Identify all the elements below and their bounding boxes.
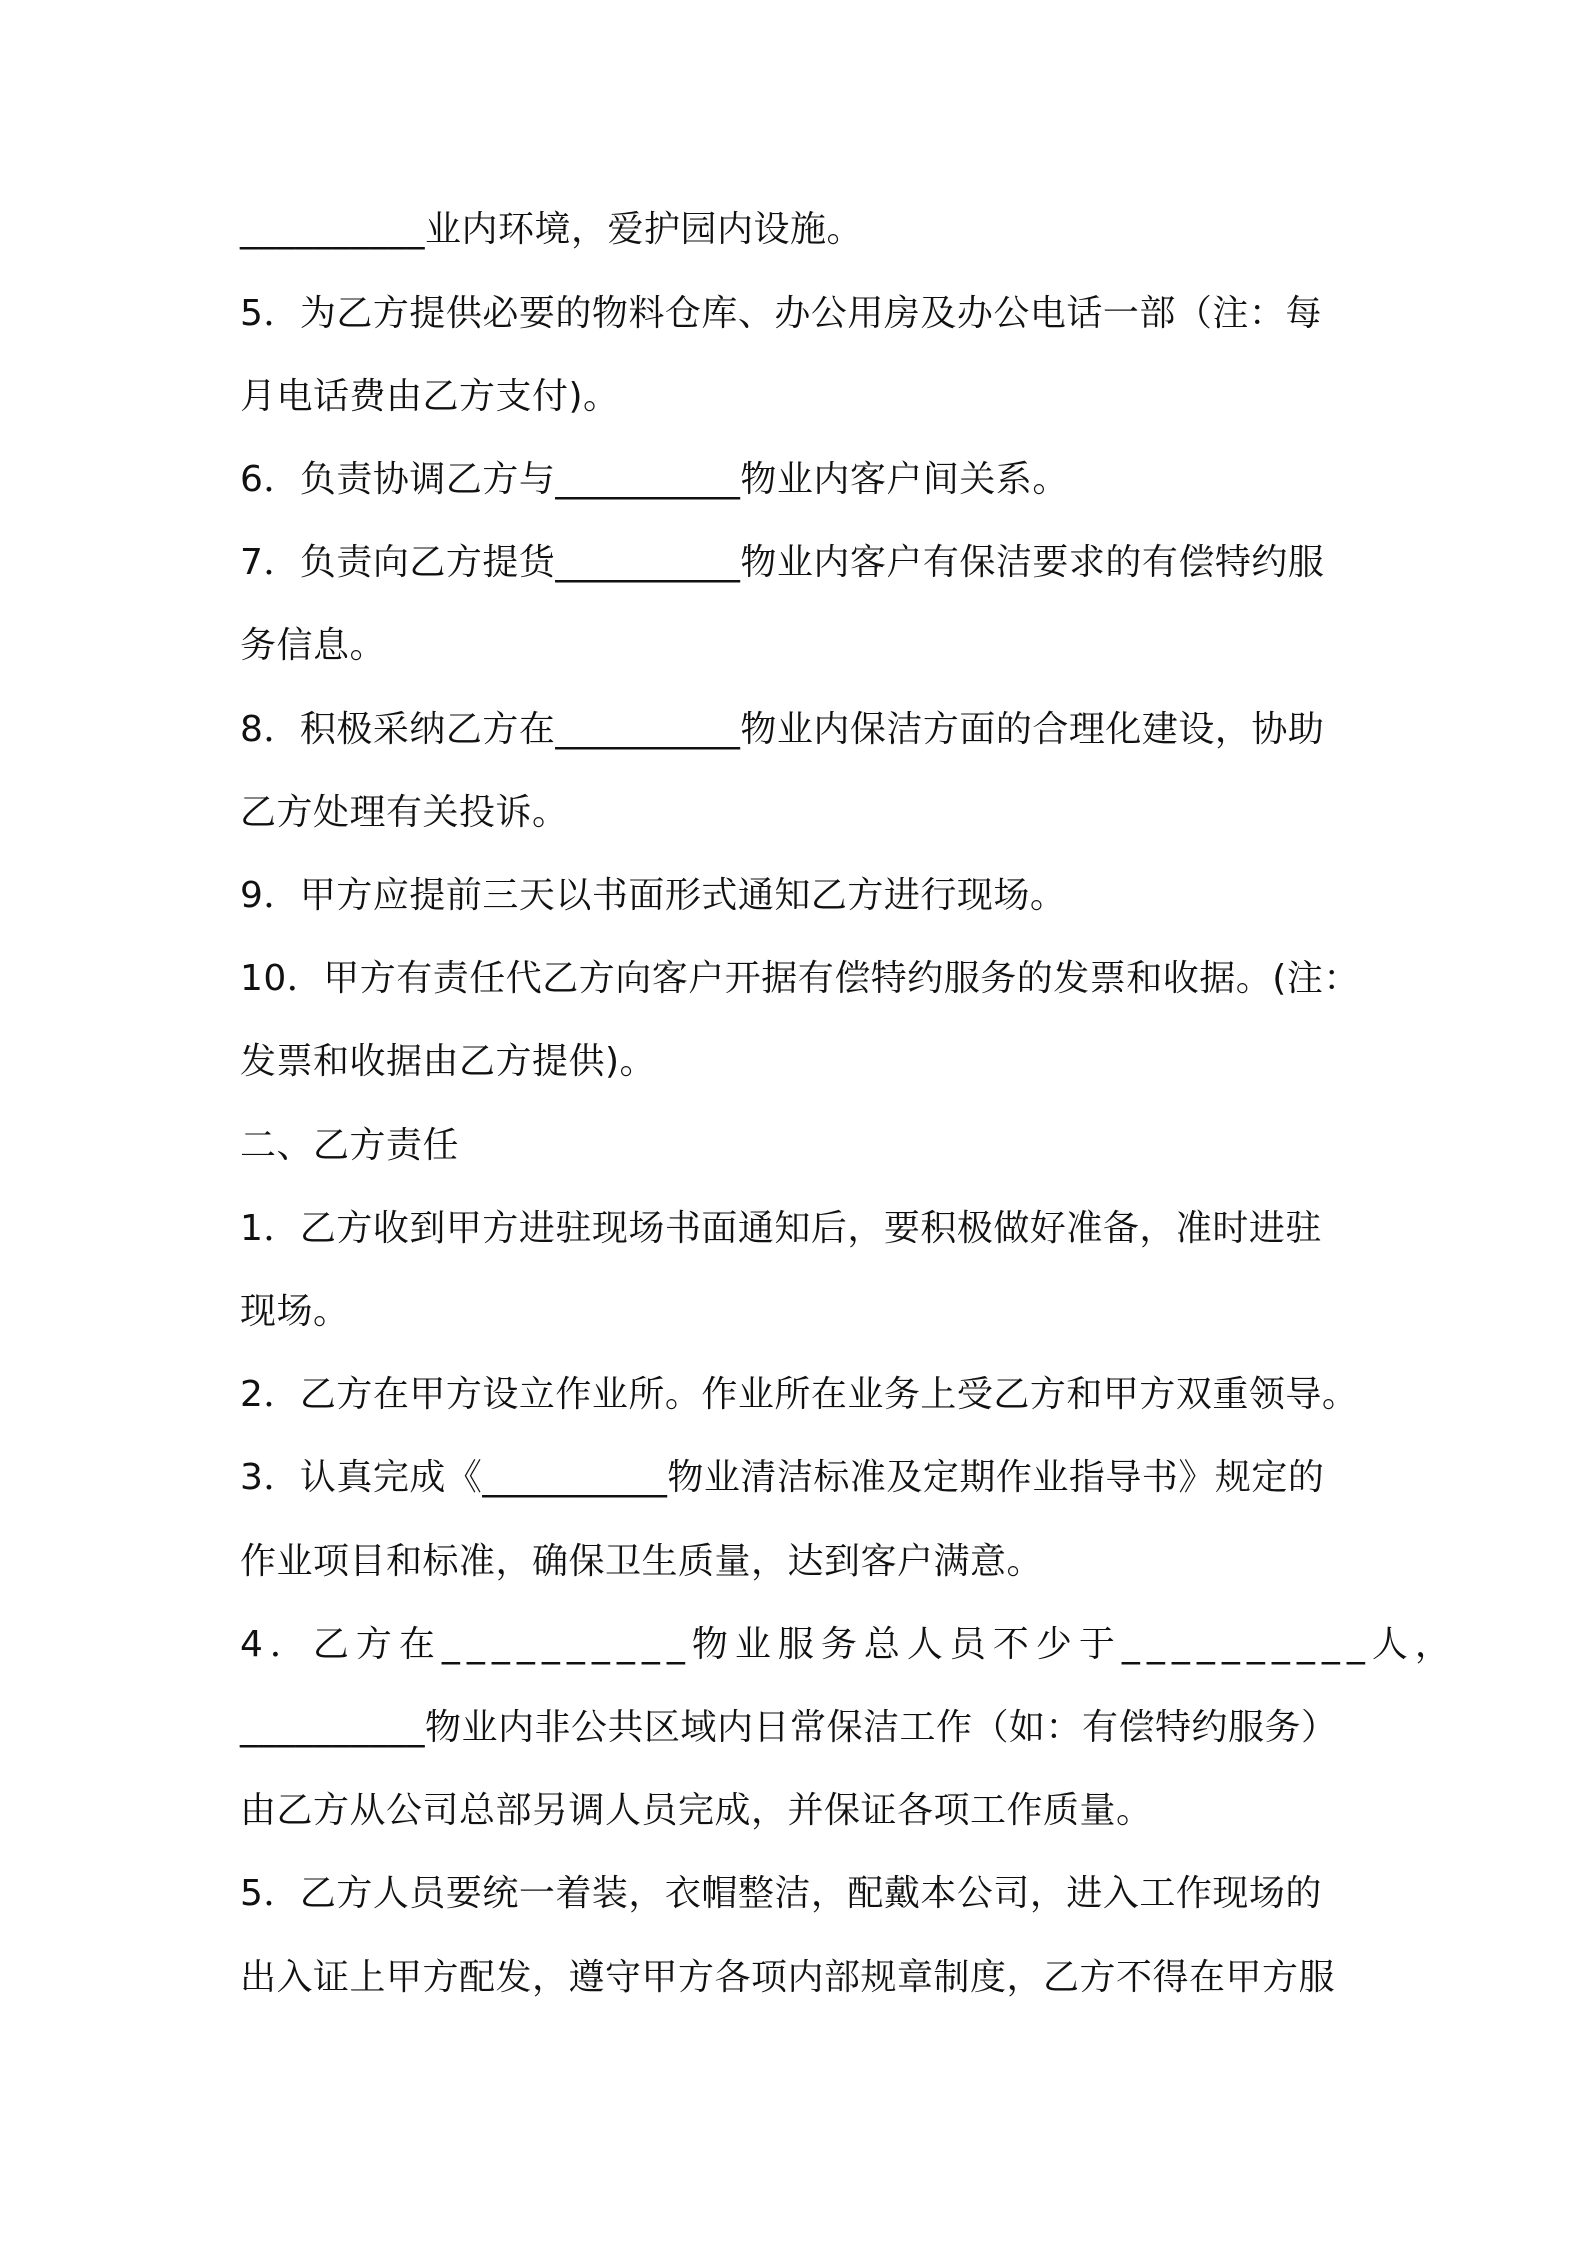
text-line: 4．乙方在__________物业服务总人员不少于__________人， [240, 1624, 1458, 1665]
text-line: 6．负责协调乙方与__________物业内客户间关系。 [240, 459, 1069, 500]
text-line: 1．乙方收到甲方进驻现场书面通知后，要积极做好准备，准时进驻 [240, 1208, 1322, 1249]
text-line: 由乙方从公司总部另调人员完成，并保证各项工作质量。 [240, 1790, 1153, 1831]
text-line: 10．甲方有责任代乙方向客户开据有偿特约服务的发票和收据。(注： [240, 958, 1360, 999]
text-line: 月电话费由乙方支付)。 [240, 376, 620, 417]
text-line: __________业内环境，爱护园内设施。 [240, 209, 864, 250]
text-line: __________物业内非公共区域内日常保洁工作（如：有偿特约服务） [240, 1707, 1338, 1748]
section-heading: 二、乙方责任 [240, 1125, 460, 1166]
text-line: 9．甲方应提前三天以书面形式通知乙方进行现场。 [240, 875, 1067, 916]
text-line: 乙方处理有关投诉。 [240, 792, 569, 833]
text-line: 务信息。 [240, 625, 387, 666]
text-line: 现场。 [240, 1291, 350, 1332]
text-line: 2．乙方在甲方设立作业所。作业所在业务上受乙方和甲方双重领导。 [240, 1374, 1359, 1415]
text-line: 8．积极采纳乙方在__________物业内保洁方面的合理化建设，协助 [240, 709, 1325, 750]
text-line: 作业项目和标准，确保卫生质量，达到客户满意。 [240, 1541, 1044, 1582]
text-line: 3．认真完成《__________物业清洁标准及定期作业指导书》规定的 [240, 1457, 1325, 1498]
text-line: 7．负责向乙方提货__________物业内客户有保洁要求的有偿特约服 [240, 542, 1325, 583]
text-line: 5．乙方人员要统一着装，衣帽整洁，配戴本公司，进入工作现场的 [240, 1873, 1322, 1914]
text-line: 发票和收据由乙方提供)。 [240, 1041, 657, 1082]
text-line: 出入证上甲方配发，遵守甲方各项内部规章制度，乙方不得在甲方服 [240, 1957, 1336, 1998]
text-line: 5．为乙方提供必要的物料仓库、办公用房及办公电话一部（注：每 [240, 293, 1322, 334]
